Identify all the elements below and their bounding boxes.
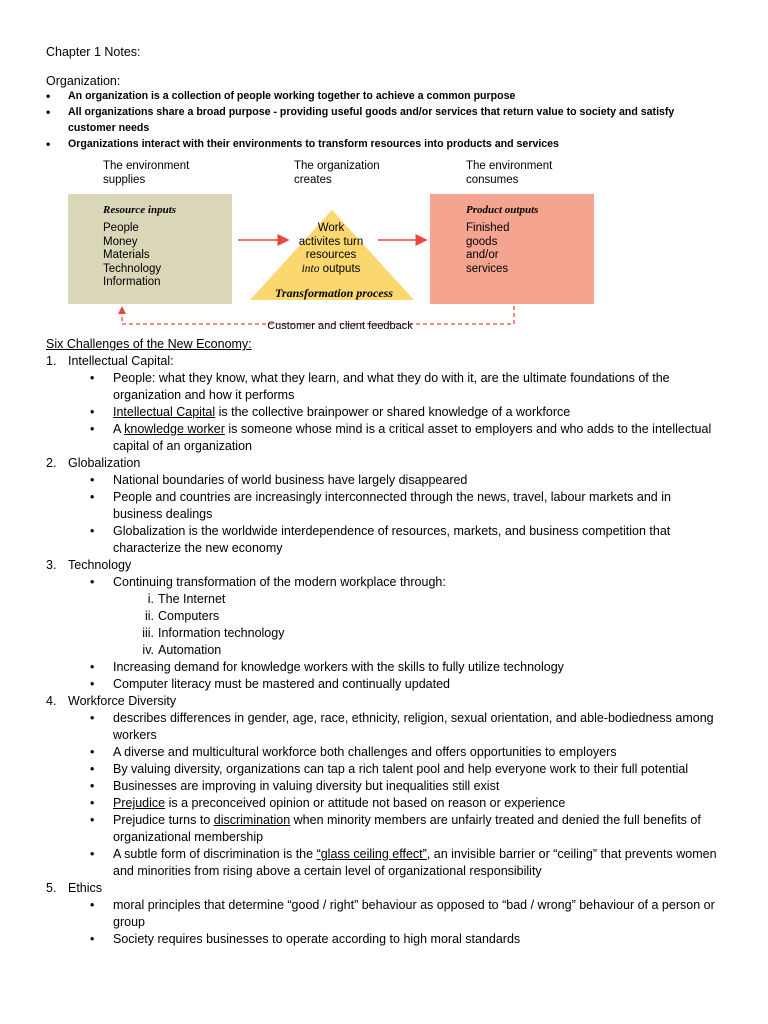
list-item: • Intellectual Capital is the collective brainpower or shared knowledge of a workforce [90,405,571,419]
list-item: • Businesses are improving in valuing diversity but inequalities still exist [90,779,500,793]
term-intellectual-capital: Intellectual Capital [113,405,216,419]
challenges-section: Six Challenges of the New Economy: 1. Intellectual Capital: • People: what they know, what they learn, and what they do with it, are the ultimate foundations of the organization and how it performs • Intellectual Capital is the collective brainpower or shared knowledge of a workforce • A knowledge worker is someone whose mind is a critical asset to employers and who adds to the intellectual capital of an organization 2. Globalization • National boundaries of world business have largely disappeared • People and countries are increasingly interconnected through the news, travel, labour markets and in business dealings • Globalization is the worldwide interdependence of resources, markets, and business competition that characterize the new economy 3. Technology • Continuing transformation of the modern workplace through: i. The Internet ii. Computers iii. Information technology iv. Automation • Increasing demand for knowledge workers with the skills to fully utilize technology • Computer literacy must be mastered and continually updated 4. Workforce Diversity • describes differences in gender, age, race, ethnicity, religion, sexual orientation, and able-bodiedness among workers • A diverse and multicultural workforce both challenges and offers opportunities to employers • By valuing diversity, organizations can tap a rich talent pool and help everyone work to their full potential • Businesses are improving in valuing diversity but inequalities still exist • Prejudice is a preconceived opinion or attitude not based on reason or experience • Prejudice turns to discrimination when minority members are unfairly treated and denied the full benefits of organizational membership • A subtle form of discrimination is the “glass ceiling effect”, an invisible barrier or “ceiling” that prevents women and minorities from rising above a certain level of organizational responsibility 5. Ethics • moral principles that determine “good / right” behaviour as opposed to “bad / wrong” behaviour of a person or group • Society requires businesses to operate according to high moral standards [46,336,736,948]
organization-bullets [46,88,736,152]
page-title: Chapter 1 Notes: [46,45,141,59]
list-item: • Prejudice turns to discrimination when minority members are unfairly treated and denied the full benefits of [90,813,701,827]
product-outputs-list: Finished goods and/or services [466,222,510,275]
list-item: • People: what they know, what they learn, and what they do with it, are the ultimate foundations of the [90,371,670,385]
list-item: • moral principles that determine “good / right” behaviour as opposed to “bad / wrong” behaviour of a person or [90,898,715,912]
list-item: • Continuing transformation of the modern workplace through: [90,575,446,589]
term-prejudice: Prejudice [113,796,166,810]
term-discrimination: discrimination [213,813,291,827]
list-item: • Increasing demand for knowledge workers with the skills to fully utilize technology [90,660,564,674]
list-item: • A knowledge worker is someone whose mind is a critical asset to employers and who adds to the intellectual [90,422,712,436]
list-item: • People and countries are increasingly interconnected through the news, travel, labour markets and in [90,490,671,504]
list-item: • An organization is a collection of people working together to achieve a common purpose [46,88,736,104]
section-heading: 1. Intellectual Capital: [46,354,174,368]
section-heading: 5. Ethics [46,881,103,895]
section-heading: 4. Workforce Diversity [46,694,177,708]
term-knowledge-worker: knowledge worker [124,422,225,436]
list-item: • Prejudice is a preconceived opinion or attitude not based on reason or experience [90,796,566,810]
col2-header: The organization creates [294,160,380,186]
col1-header: The environment supplies [103,160,190,186]
roman-item: i. The Internet [147,592,226,606]
list-item: • All organizations share a broad purpose - providing useful goods and/or services that return value to society and satisfy customer needs [46,104,736,136]
section-heading: 2. Globalization [46,456,141,470]
list-item: • Organizations interact with their environments to transform resources into products and services [46,136,736,152]
list-item: • Society requires businesses to operate according to high moral standards [90,932,521,946]
organization-heading: Organization: [46,74,121,88]
resource-inputs-list: People Money Materials Technology Information [103,222,162,288]
roman-item: iii. Information technology [142,626,285,640]
list-item: • describes differences in gender, age, race, ethnicity, religion, sexual orientation, and able-bodiedness among [90,711,714,725]
roman-item: iv. Automation [142,643,222,657]
transformation-process-label: Transformation process [275,286,393,300]
roman-item: ii. Computers [144,609,220,623]
transformation-diagram [66,152,596,338]
term-glass-ceiling: “glass ceiling effect” [316,847,427,861]
challenges-heading: Six Challenges of the New Economy: [46,337,252,351]
list-item: • Globalization is the worldwide interdependence of resources, markets, and business competition that [90,524,671,538]
list-item: • A subtle form of discrimination is the “glass ceiling effect”, an invisible barrier or “ceiling” that prevents women [90,847,717,861]
feedback-label: Customer and client feedback [267,320,413,332]
resource-inputs-title: Resource inputs [103,204,177,216]
list-item: • A diverse and multicultural workforce both challenges and offers opportunities to employers [90,745,617,759]
col3-header: The environment consumes [466,160,553,186]
product-outputs-title: Product outputs [466,204,539,216]
list-item: • National boundaries of world business have largely disappeared [90,473,468,487]
list-item: • Computer literacy must be mastered and continually updated [90,677,450,691]
list-item: • By valuing diversity, organizations can tap a rich talent pool and help everyone work to their full potential [90,762,689,776]
triangle-text: Work activites turn resources into outputs [298,222,364,275]
section-heading: 3. Technology [46,558,132,572]
